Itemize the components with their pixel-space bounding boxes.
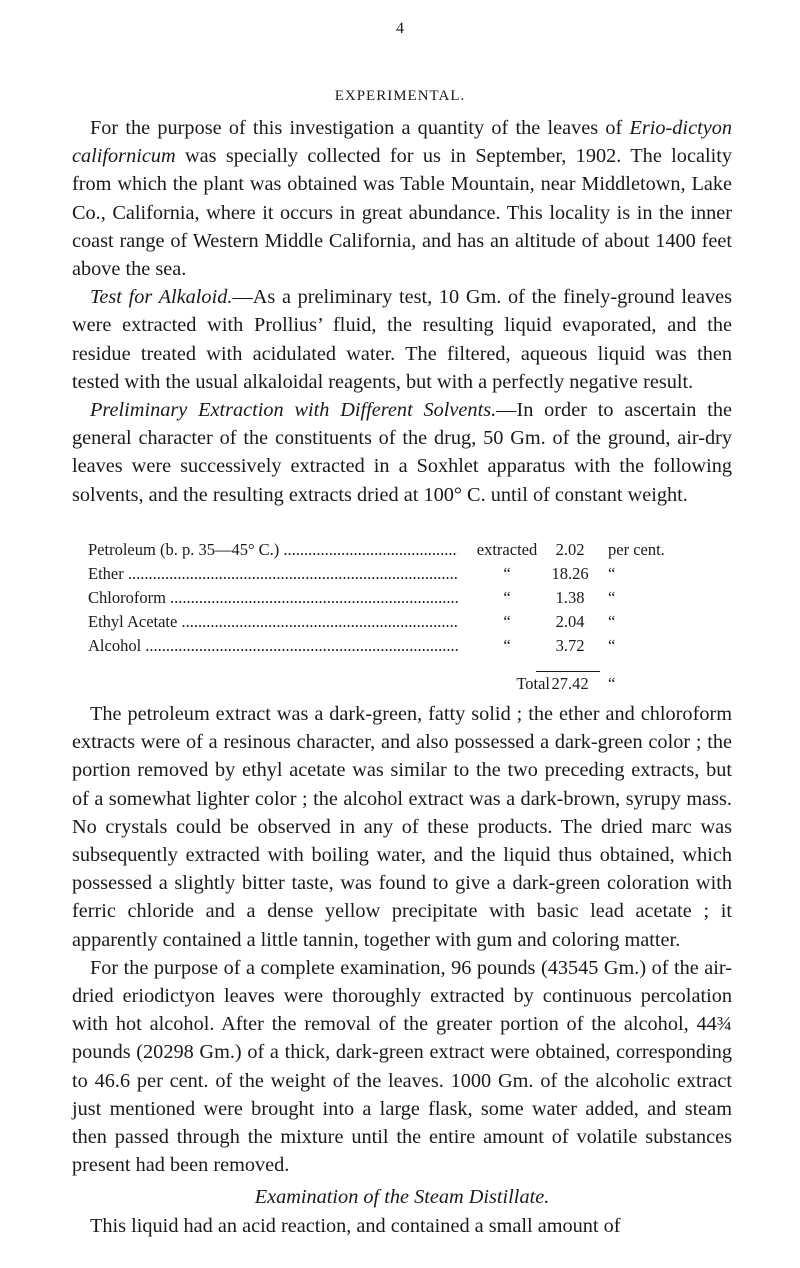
ditto-mark: “	[608, 588, 616, 607]
paragraph-2	[72, 283, 732, 396]
p3-text: —In order to ascertain the general character of the constituents of the drug, 50 Gm. of the ground, air-dry leaves were successively extracted in a Soxhlet apparatus with the following solvents, and the resulting extracts dried at 100° C. until of constant weight.	[72, 399, 732, 506]
ditto-mark: “	[464, 610, 550, 634]
percent-value: 3.72	[555, 636, 585, 655]
p1-text-b: was specially collected for us in September, 1902. The locality from which the plant was obtained was Table Mountain, near Middletown, Lake Co., California, where it occurs in great abundance. This locality is in the inner coast range of Western Middle California, and has an altitude of about 1400 feet above the sea.	[72, 145, 732, 281]
p1-species-name: Erio-dictyon californicum	[72, 117, 732, 168]
ditto-mark: “	[608, 674, 616, 693]
body-text-top	[72, 114, 732, 509]
section-heading: Examination of the Steam Distillate.	[254, 1186, 550, 1209]
unit-label: per cent.	[608, 540, 665, 559]
table-row	[88, 634, 708, 658]
paragraph-5: For the purpose of a complete examination, 96 pounds (43545 Gm.) of the air-dried eriodictyon leaves were thoroughly extracted by continuous percolation with hot alcohol. After the removal of the greater portion of the alcohol, 44¾ pounds (20298 Gm.) of a thick, dark-green extract were obtained, corresponding to 46.6 per cent. of the weight of the leaves. 1000 Gm. of the alcoholic extract just mentioned were brought into a large flask, some water added, and steam then passed through the mixture until the entire amount of volatile substances present had been removed.	[72, 956, 732, 1177]
solvent-name: Ether .....	[88, 562, 458, 586]
page-number: 4	[396, 20, 404, 37]
body-text-bottom	[72, 700, 732, 1240]
paragraph-3	[72, 396, 732, 509]
extracted-label: extracted	[464, 538, 550, 562]
paragraph-4: The petroleum extract was a dark-green, fatty solid ; the ether and chloroform extracts were of a resinous character, and also possessed a dark-green color ; the portion removed by ethyl acetate was similar to the two preceding extracts, but of a somewhat lighter color ; the alcohol extract was a dark-brown, syrupy mass. No crystals could be observed in any of these products. The dried marc was subsequently extracted with boiling water, and the liquid thus obtained, which possessed a slightly bitter taste, was found to give a dark-green coloration with ferric chloride and a dense yellow precipitate with basic lead acetate ; it apparently contained a little tannin, together with gum and coloring matter.	[72, 703, 732, 951]
p3-heading: Preliminary Extraction with Different Solvents.	[90, 399, 497, 422]
solvent-name: Petroleum (b. p. 35—45° C.) .....	[88, 538, 458, 562]
p1-text-a: For the purpose of this investigation a quantity of the leaves of	[90, 117, 630, 139]
ditto-mark: “	[464, 562, 550, 586]
paragraph-1	[72, 114, 732, 283]
ditto-mark: “	[608, 612, 616, 631]
ditto-mark: “	[464, 634, 550, 658]
extraction-table	[88, 538, 708, 696]
ditto-mark: “	[608, 636, 616, 655]
ditto-mark: “	[608, 564, 616, 583]
total-label: Total	[464, 672, 550, 696]
percent-value: 1.38	[555, 588, 585, 607]
percent-value: 2.02	[555, 540, 585, 559]
percent-value: 18.26	[551, 564, 589, 583]
table-row	[88, 538, 708, 562]
total-value: 27.42	[551, 674, 589, 693]
solvent-name: Alcohol .....	[88, 634, 458, 658]
ditto-mark: “	[464, 586, 550, 610]
p2-text: —As a preliminary test, 10 Gm. of the finely-ground leaves were extracted with Prollius’ fluid, the resulting liquid evaporated, and the residue treated with acidulated water. The filtered, aqueous liquid was then tested with the usual alkaloidal reagents, but with a perfectly negative result.	[72, 286, 732, 393]
total-row	[88, 672, 708, 696]
percent-value: 2.04	[555, 612, 585, 631]
table-row	[88, 562, 708, 586]
table-row	[88, 610, 708, 634]
paragraph-6: This liquid had an acid reaction, and contained a small amount of	[90, 1214, 621, 1237]
p2-heading: Test for Alkaloid.	[90, 286, 233, 309]
running-head: EXPERIMENTAL.	[334, 88, 466, 104]
table-row	[88, 586, 708, 610]
solvent-name: Chloroform .....	[88, 586, 458, 610]
solvent-name: Ethyl Acetate .....	[88, 610, 458, 634]
